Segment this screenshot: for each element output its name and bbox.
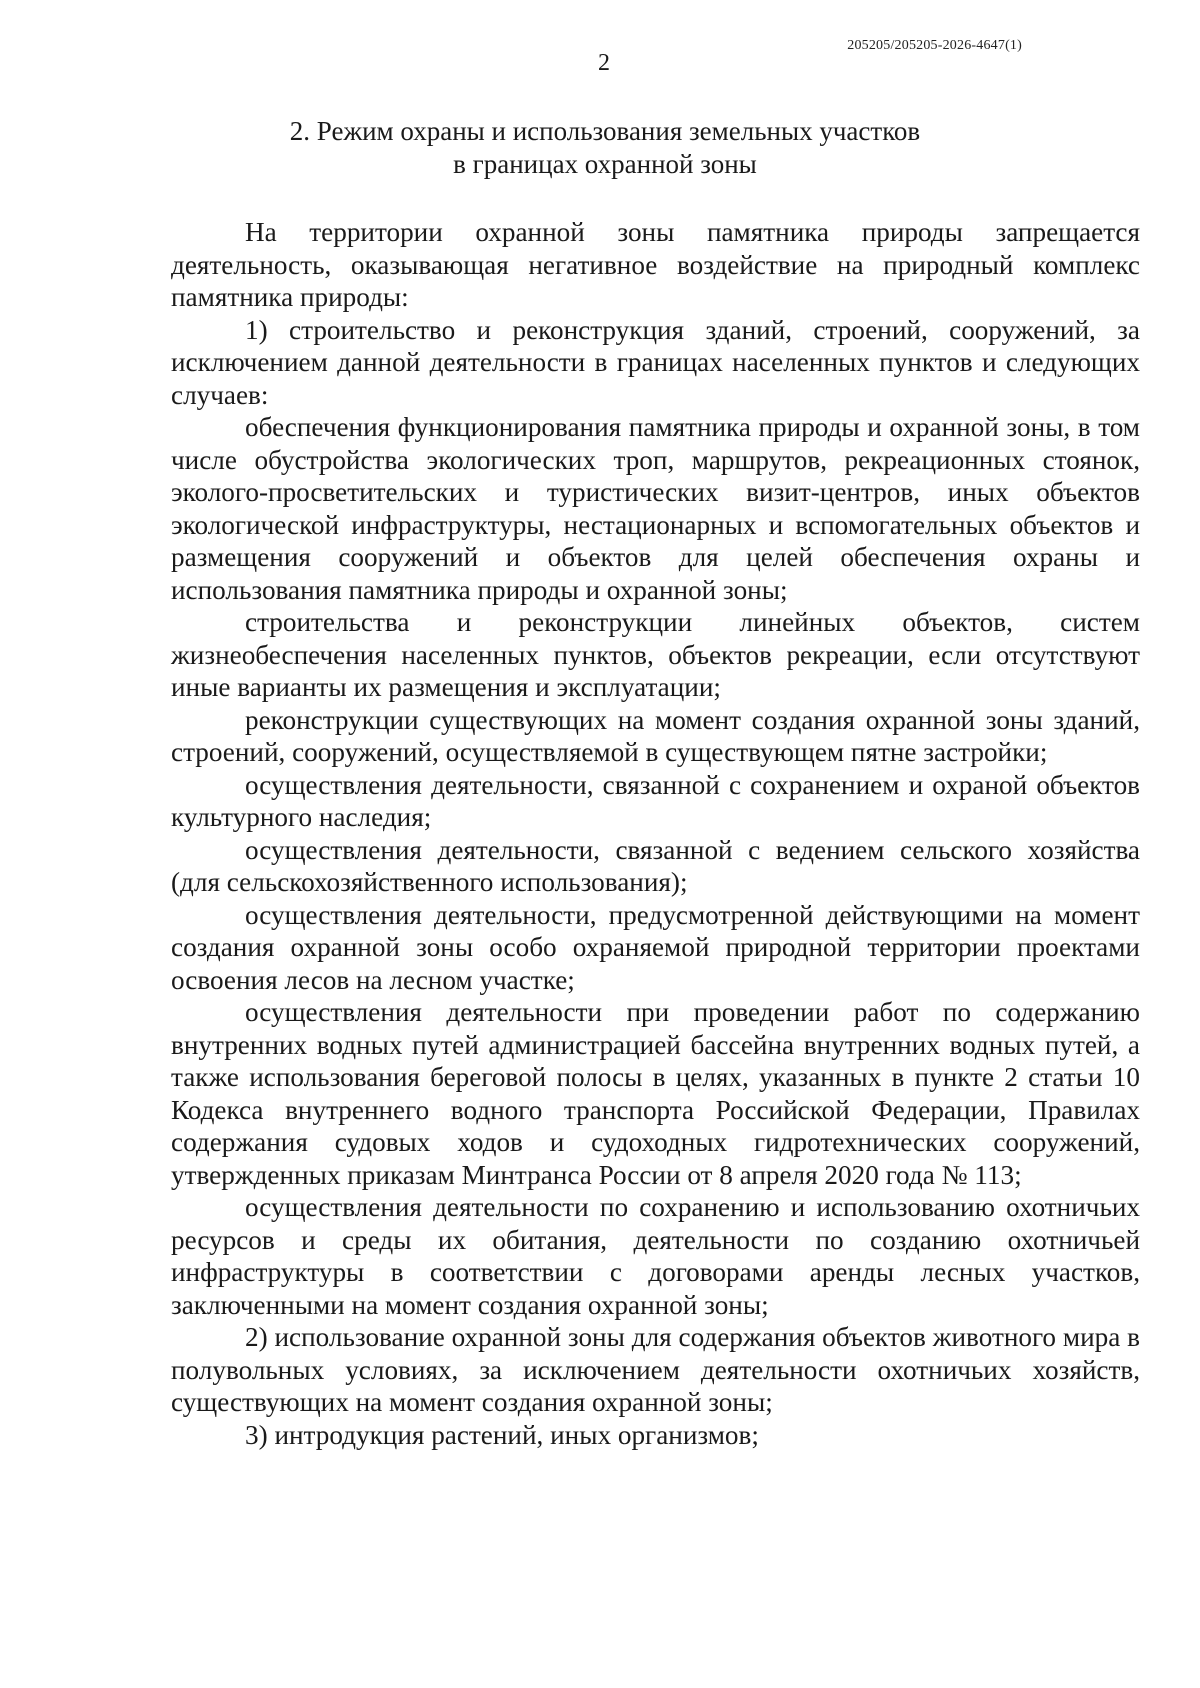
document-id: 205205/205205-2026-4647(1) (847, 38, 1022, 53)
paragraph-exception: обеспечения функционирования памятника природы и охранной зоны, в том числе обустройства экологических троп, маршрутов, рекреационных стоянок, эколого-просветительских и туристических визит-центров, иных объектов экологической инфраструктуры, нестационарных и вспомогательных объектов и размещения сооружений и объектов для целей обеспечения охраны и использования памятника природы и охранной зоны; (171, 412, 1140, 605)
paragraph-exception: осуществления деятельности, предусмотренной действующими на момент создания охранной зоны особо охраняемой природной территории проектами освоения лесов на лесном участке; (171, 899, 1140, 995)
paragraph-intro: На территории охранной зоны памятника природы запрещается деятельность, оказывающая негативное воздействие на природный комплекс памятника природы: (171, 217, 1140, 312)
paragraph-exception: осуществления деятельности по сохранению и использованию охотничьих ресурсов и среды их обитания, деятельности по созданию охотничьей инфраструктуры в соответствии с договорами аренды лесных участков, заключенными на момент создания охранной зоны; (171, 1192, 1140, 1320)
document-body (171, 216, 1140, 1451)
section-heading-line-2: в границах охранной зоны (453, 149, 757, 179)
section-heading (0, 115, 1200, 181)
page-number: 2 (598, 50, 610, 76)
section-heading-line-1: 2. Режим охраны и использования земельных участков (289, 116, 921, 146)
paragraph-exception: строительства и реконструкции линейных объектов, систем жизнеобеспечения населенных пунктов, объектов рекреации, если отсутствуют иные варианты их размещения и эксплуатации; (171, 607, 1140, 702)
paragraph-item-3: 3) интродукция растений, иных организмов; (245, 1419, 759, 1450)
paragraph-item-2: 2) использование охранной зоны для содержания объектов животного мира в полувольных условиях, за исключением деятельности охотничьих хозяйств, существующих на момент создания охранной зоны; (171, 1322, 1140, 1417)
paragraph-item-1: 1) строительство и реконструкция зданий, строений, сооружений, за исключением данной деятельности в границах населенных пунктов и следующих случаев: (171, 314, 1140, 410)
paragraph-exception: осуществления деятельности при проведении работ по содержанию внутренних водных путей администрацией бассейна внутренних водных путей, а также использования береговой полосы в целях, указанных в пункте 2 статьи 10 Кодекса внутреннего водного транспорта Российской Федерации, Правилах содержания судовых ходов и судоходных гидротехнических сооружений, утвержденных приказам Минтранса России от 8 апреля 2020 года № 113; (171, 997, 1140, 1190)
paragraph-exception: осуществления деятельности, связанной с ведением сельского хозяйства (для сельскохозяйственного использования); (171, 834, 1140, 897)
paragraph-exception: осуществления деятельности, связанной с сохранением и охраной объектов культурного наследия; (171, 769, 1140, 832)
paragraph-exception: реконструкции существующих на момент создания охранной зоны зданий, строений, сооружений, осуществляемой в существующем пятне застройки; (171, 704, 1140, 767)
